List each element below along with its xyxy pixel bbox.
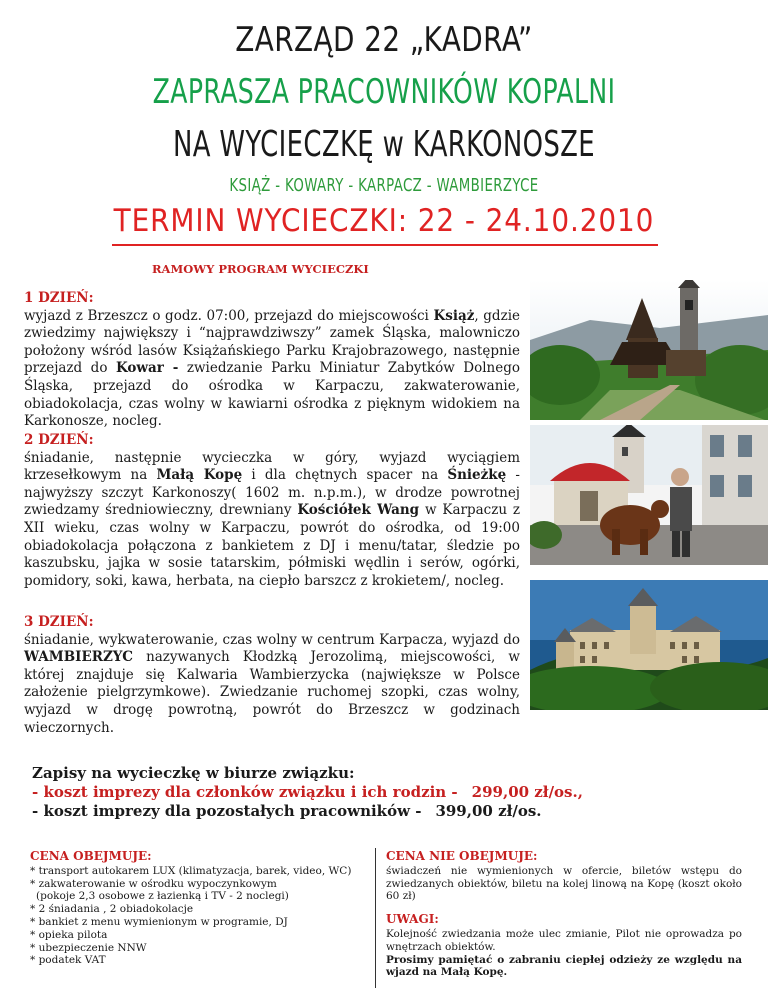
price-includes-title: CENA OBEJMUJE: (30, 849, 152, 863)
day-text: śniadanie, następnie wycieczka w góry, wyjazd wyciągiem krzesełkowym na (24, 449, 520, 484)
header-destination: NA WYCIECZKĘ w KARKONOSZE (172, 124, 596, 165)
day-text: zwiedzanie Parku Miniatur Zabytków Dolnego Śląska, przejazd do ośrodka w Karpaczu, zakwaterowanie, obiadokolacja, czas wolny w kawiarni ośrodka z pięknym widokiem na Karkonosze, nocleg. (24, 360, 520, 430)
header-invitation: ZAPRASZA PRACOWNIKÓW KOPALNI (152, 72, 616, 112)
signup-section (32, 764, 752, 821)
church-wang-photo (530, 280, 768, 420)
list-item: * zakwaterowanie w ośrodku wypoczynkowym (30, 877, 277, 890)
member-price-line (32, 783, 752, 802)
day-text: w Karpaczu z XII wieku, czas wolny w Karpaczu, powrót do ośrodka, od 19:00 obiadokolacja połączona z bankietem z DJ i menu/tatar, śledzie po kaszubsku, jajka w sosie tatarskim, półmiski wędlin i serów, ogórki, pomidory, soki, kawa, herbata, na ciepło barszcz z krokietem/, nocleg. (24, 502, 520, 589)
signup-heading: Zapisy na wycieczkę w biurze związku: (32, 764, 355, 782)
list-item: * ubezpieczenie NNW (30, 941, 147, 954)
day-label: 2 DZIEŃ: (24, 432, 94, 448)
day-text-bold: Śnieżkę (447, 467, 507, 484)
day-text: i dla chętnych spacer na (242, 467, 448, 484)
notes-title: UWAGI: (386, 912, 439, 927)
header-route: KSIĄŻ - KOWARY - KARPACZ - WAMBIERZYCE (229, 175, 539, 196)
castle-ksiaz-photo (530, 580, 768, 710)
term-underline (112, 244, 658, 246)
program-title: RAMOWY PROGRAM WYCIECZKI (152, 262, 369, 276)
day-label: 1 DZIEŃ: (24, 290, 94, 306)
list-item: * opieka pilota (30, 928, 108, 941)
day-text: śniadanie, wykwaterowanie, czas wolny w centrum Karpacza, wyjazd do (24, 631, 520, 648)
list-item: * bankiet z menu wymienionym w programie, DJ (30, 915, 288, 928)
member-price-label: - koszt imprezy dla członków związku i ich rodzin - (32, 783, 458, 801)
price-excludes-text: świadczeń nie wymienionych w ofercie, biletów wstępu do zwiedzanych obiektów, biletu na kolej linową na Kopę (koszt około 60 zł) (386, 864, 742, 903)
list-item: * 2 śniadania , 2 obiadokolacje (30, 903, 194, 916)
day-text-bold: Książ (433, 307, 475, 324)
day-2-section (24, 432, 520, 590)
header-title: ZARZĄD 22 „KADRA” (235, 20, 533, 60)
price-includes-section (30, 850, 370, 967)
day-text-bold: WAMBIERZYC (24, 649, 133, 666)
karpacz-street-photo (530, 425, 768, 565)
day-text: - najwyższy szczyt Karkonoszy( 1602 m. n.p.m.), w drodze powrotnej zwiedzamy średniowieczny, drewniany (24, 467, 520, 519)
day-text: wyjazd z Brzeszcz o godz. 07:00, przejazd do miejscowości (24, 307, 434, 324)
price-excludes-title: CENA NIE OBEJMUJE: (386, 849, 538, 863)
day-text-bold: Kościółek Wang (297, 502, 420, 519)
list-item: * podatek VAT (30, 954, 106, 967)
day-text-bold: Małą Kopę (156, 467, 243, 484)
price-excludes-section (386, 850, 742, 979)
list-item: (pokoje 2,3 osobowe z łazienką i TV - 2 noclegi) (36, 890, 289, 903)
day-text: nazywanych Kłodzką Jerozolimą, miejscowości, w której znajduje się Kalwaria Wambierzycka (największe w Polsce założenie pielgrzymkowe). Zwiedzanie ruchomej szopki, czas wolny, wyjazd w drogę powrotną, powrót do Brzeszcz w godzinach wieczornych. (24, 649, 520, 736)
member-price: 299,00 zł/os., (471, 783, 583, 801)
notes-text: Kolejność zwiedzania może ulec zmianie, Pilot nie oprowadza po wnętrzach obiektów. (386, 927, 742, 953)
other-price-line (32, 802, 752, 821)
day-3-section (24, 614, 520, 737)
day-text: , gdzie zwiedzimy największy i “najprawdziwszy” zamek Śląska, malowniczo położony wśród lasów Książańskiego Parku Krajobrazowego, następnie przejazd do (24, 307, 520, 377)
day-1-section (24, 290, 520, 431)
other-price: 399,00 zł/os. (435, 802, 542, 820)
column-divider (375, 848, 376, 988)
day-text-bold: Kowar - (115, 360, 179, 377)
other-price-label: - koszt imprezy dla pozostałych pracowników - (32, 802, 422, 820)
list-item: * transport autokarem LUX (klimatyzacja, barek, video, WC) (30, 864, 352, 877)
day-label: 3 DZIEŃ: (24, 614, 94, 630)
header-term: TERMIN WYCIECZKI: 22 - 24.10.2010 (113, 203, 655, 239)
notes-warning: Prosimy pamiętać o zabraniu ciepłej odzieży ze względu na wjazd na Małą Kopę. (386, 953, 742, 979)
